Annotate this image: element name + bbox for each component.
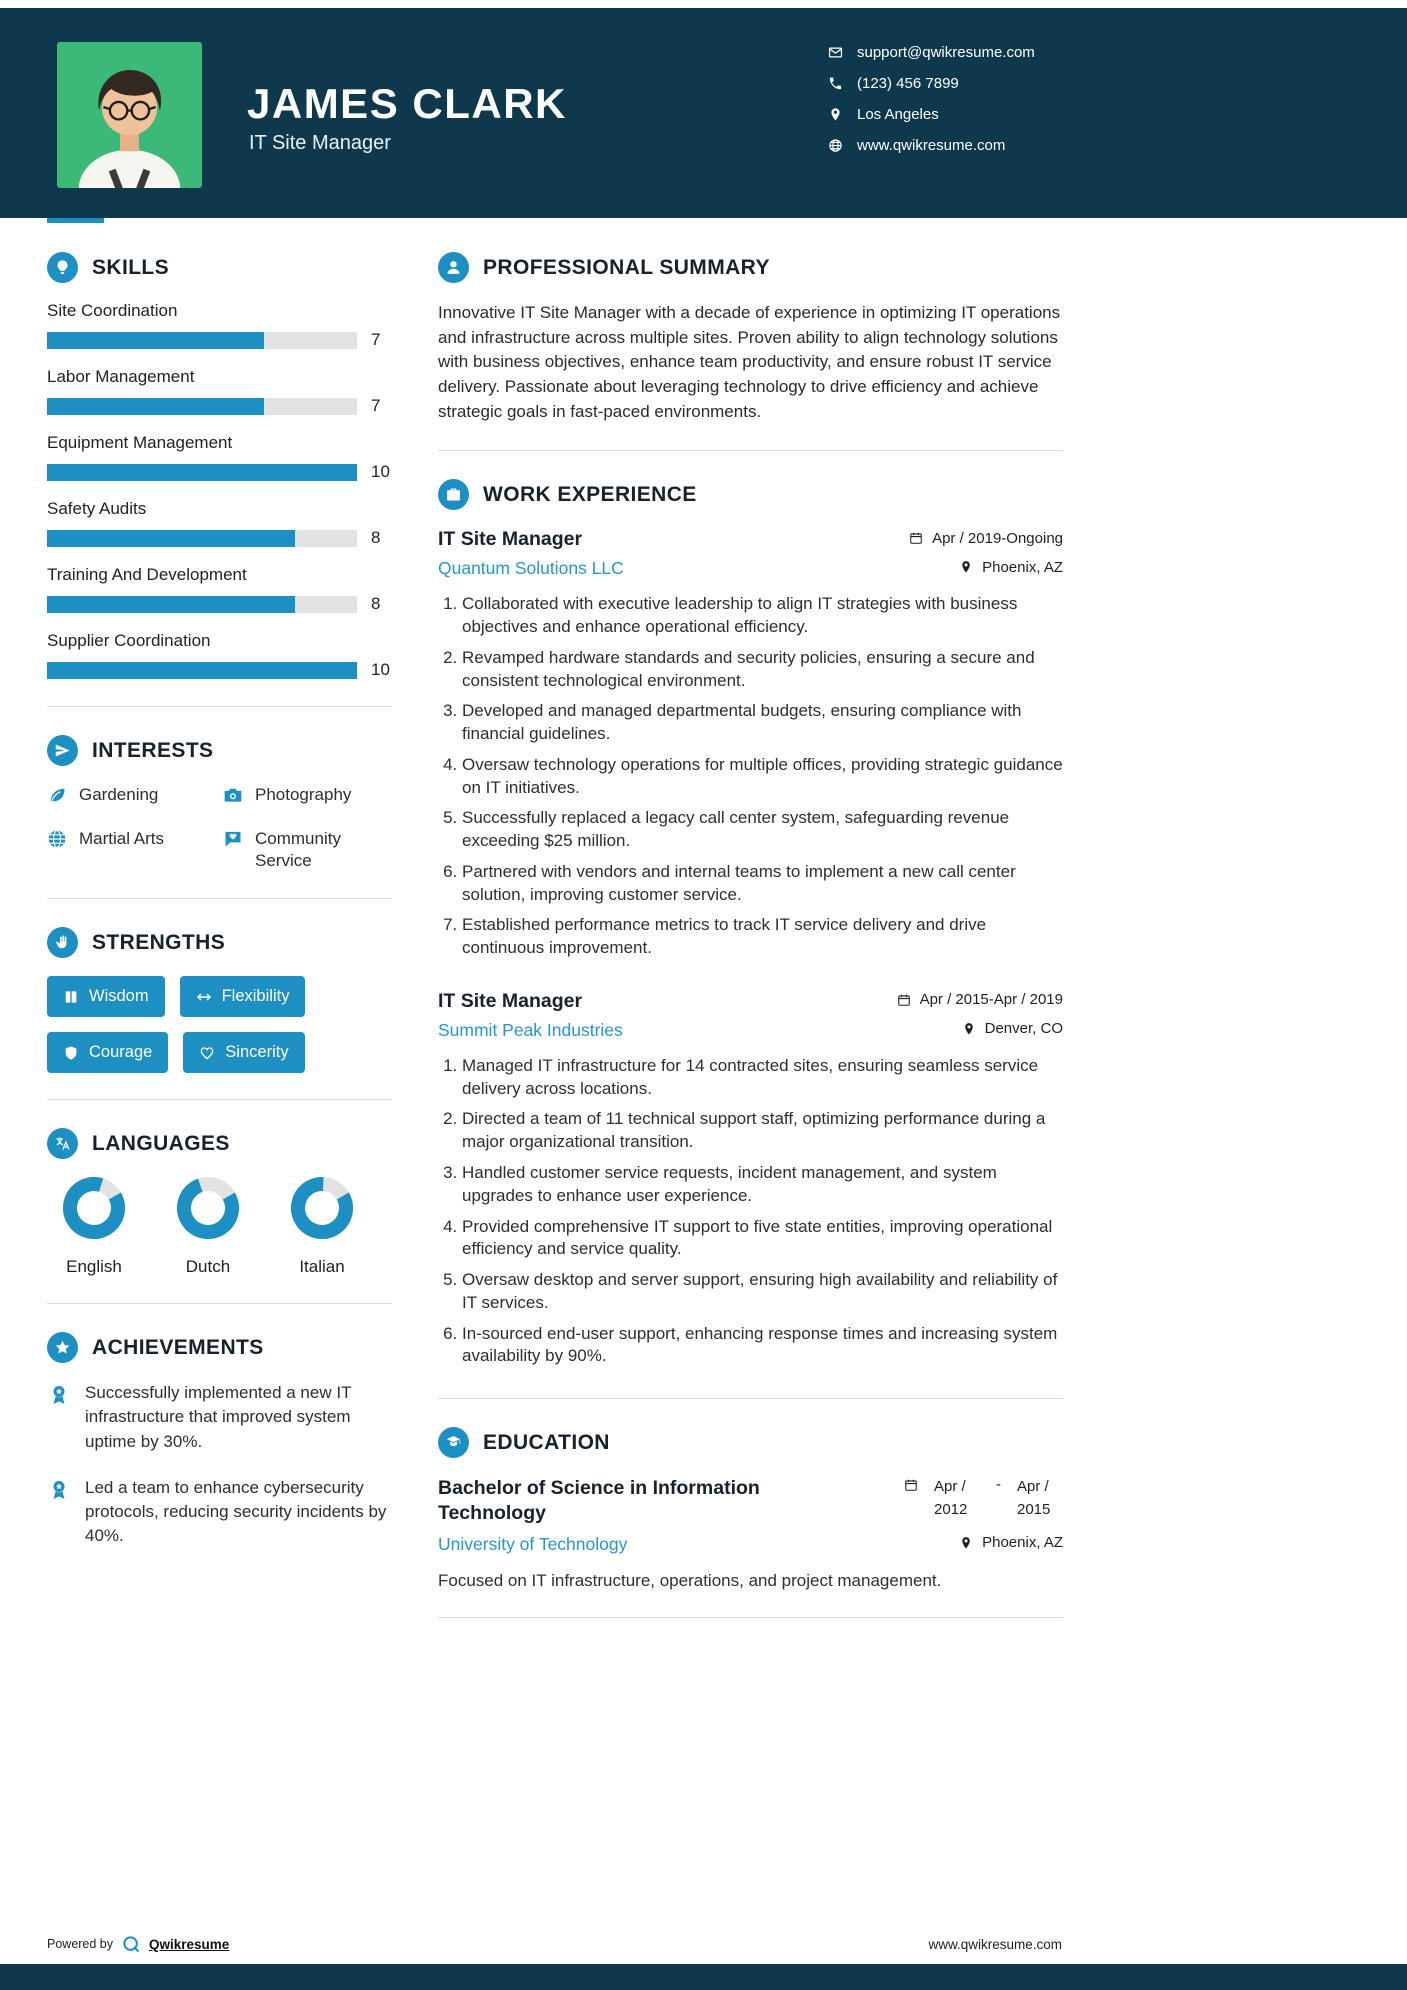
interest-label: Martial Arts: [79, 829, 165, 849]
job-bullet: 1. Collaborated with executive leadership to align IT strategies with business objectives and enhance operational efficiency.: [462, 593, 1063, 639]
left-column: [47, 252, 392, 1570]
skill-value: 8: [371, 594, 381, 613]
divider: [47, 1099, 392, 1100]
achievements-section-header: [47, 1332, 392, 1363]
skill-bar: [47, 662, 357, 679]
job-bullet: 7. Established performance metrics to track IT service delivery and drive continuous improvement.: [462, 914, 1063, 960]
education-date-separator: -: [996, 1476, 1001, 1494]
divider: [438, 1398, 1063, 1399]
strength-label: Courage: [89, 1043, 153, 1062]
job-date-text: Apr / 2019-Ongoing: [932, 529, 1063, 547]
skill-value: 8: [371, 528, 381, 547]
achievement-item: [47, 1476, 392, 1548]
star-icon: [47, 1332, 78, 1363]
contact-website[interactable]: [828, 137, 1068, 154]
contact-location-text: Los Angeles: [857, 106, 939, 123]
skill-value: 10: [371, 462, 390, 481]
language-donut: [177, 1177, 239, 1239]
skills-section-header: [47, 252, 392, 283]
skill-bar-fill: [47, 332, 264, 349]
header-band: [0, 8, 1407, 218]
phone-icon: [828, 76, 843, 91]
education-entry: [438, 1476, 1063, 1527]
strengths-grid: [47, 976, 337, 1073]
education-date-end: Apr / 2015: [1017, 1478, 1051, 1518]
skill-bar: [47, 464, 357, 481]
divider: [47, 898, 392, 899]
skill-label: Labor Management: [47, 367, 195, 386]
contact-phone[interactable]: [828, 75, 1068, 92]
medal-icon: [47, 1383, 71, 1407]
lightbulb-icon: [47, 252, 78, 283]
skill-item: [47, 631, 392, 680]
header-accent-bar: [47, 218, 104, 223]
calendar-icon: [904, 1478, 918, 1492]
leaf-icon: [47, 785, 67, 805]
community-icon: [223, 829, 243, 849]
job-bullet: 6. Partnered with vendors and internal teams to implement a new call center solution, improving customer service.: [462, 861, 1063, 907]
language-label: English: [66, 1257, 122, 1277]
pin-icon: [959, 1536, 973, 1550]
skill-item: [47, 433, 392, 482]
school-name: University of Technology: [438, 1533, 628, 1554]
education-note: Focused on IT infrastructure, operations, and project management.: [438, 1570, 942, 1590]
skill-value: 7: [371, 396, 381, 415]
job-bullet: 2. Revamped hardware standards and security policies, ensuring a secure and consistent technological environment.: [462, 647, 1063, 693]
degree-name: Bachelor of Science in Information Technology: [438, 1477, 760, 1525]
shield-icon: [63, 1045, 79, 1061]
book-icon: [63, 989, 79, 1005]
location-icon: [828, 107, 843, 122]
interests-title: INTERESTS: [92, 738, 214, 762]
page-footer: [47, 1934, 1062, 1954]
skill-item: [47, 499, 392, 548]
skill-bar: [47, 530, 357, 547]
language-item: [177, 1177, 239, 1277]
right-column: [438, 252, 1063, 1646]
strength-chip: [47, 1032, 168, 1073]
skill-bar-fill: [47, 398, 264, 415]
skill-item: [47, 367, 392, 416]
candidate-role: IT Site Manager: [249, 132, 391, 154]
job-location: [962, 1020, 1063, 1037]
skill-bar-fill: [47, 530, 295, 547]
qwikresume-logo: [121, 1934, 141, 1954]
skill-bar: [47, 332, 357, 349]
skill-bar-fill: [47, 464, 357, 481]
language-label: Dutch: [185, 1257, 231, 1277]
contact-email-text: support@qwikresume.com: [857, 44, 1035, 61]
job-bullet: 5. Oversaw desktop and server support, ensuring high availability and reliability of IT services.: [462, 1269, 1063, 1315]
avatar-illustration: [57, 42, 202, 188]
education-location: [959, 1534, 1063, 1551]
contact-list: [828, 44, 1068, 168]
job-entry: [438, 528, 1063, 960]
skill-item: [47, 301, 392, 350]
skill-item: [47, 565, 392, 614]
contact-website-text: www.qwikresume.com: [857, 137, 1006, 154]
interest-label: Gardening: [79, 785, 159, 804]
pin-icon: [962, 1022, 976, 1036]
strengths-section-header: [47, 927, 392, 958]
job-location-text: Denver, CO: [984, 1020, 1063, 1038]
education-dates: [904, 1476, 1063, 1521]
interest-item: [47, 784, 209, 806]
skill-bar-fill: [47, 596, 295, 613]
skill-label: Equipment Management: [47, 433, 233, 452]
paper-plane-icon: [47, 735, 78, 766]
achievement-text: Successfully implemented a new IT infrastructure that improved system uptime by 30%.: [85, 1383, 352, 1451]
interests-section-header: [47, 735, 392, 766]
company-name: Summit Peak Industries: [438, 1019, 623, 1040]
job-bullet-list: [438, 1055, 1063, 1368]
bottom-band: [0, 1964, 1407, 1990]
strengths-title: STRENGTHS: [92, 930, 226, 954]
skill-bar: [47, 398, 357, 415]
globe-icon: [828, 138, 843, 153]
skill-value: 10: [371, 660, 390, 679]
skill-label: Training And Development: [47, 565, 247, 584]
job-date: [897, 991, 1063, 1008]
job-bullet: 3. Developed and managed departmental budgets, ensuring compliance with financial guidelines.: [462, 700, 1063, 746]
job-entry: [438, 990, 1063, 1368]
job-title: IT Site Manager: [438, 989, 583, 1012]
strength-label: Flexibility: [221, 987, 290, 1006]
language-item: [291, 1177, 353, 1277]
graduate-icon: [438, 1427, 469, 1458]
education-date-start: Apr / 2012: [934, 1478, 968, 1518]
skill-label: Site Coordination: [47, 301, 178, 320]
interests-grid: [47, 784, 392, 872]
education-section-header: [438, 1427, 1063, 1458]
profile-photo: [57, 42, 202, 188]
achievement-text: Led a team to enhance cybersecurity protocols, reducing security incidents by 40%.: [85, 1477, 387, 1545]
company-name: Quantum Solutions LLC: [438, 558, 624, 579]
briefcase-icon: [438, 479, 469, 510]
person-icon: [438, 252, 469, 283]
job-date-text: Apr / 2015-Apr / 2019: [919, 991, 1063, 1009]
job-bullet-list: [438, 593, 1063, 960]
skill-label: Supplier Coordination: [47, 631, 211, 650]
pin-icon: [959, 560, 973, 574]
interest-label: Community Service: [255, 829, 341, 871]
job-bullet: 4. Oversaw technology operations for multiple offices, providing strategic guidance on IT initiatives.: [462, 754, 1063, 800]
globe-small-icon: [47, 829, 67, 849]
strength-chip: [183, 1032, 304, 1073]
skill-label: Safety Audits: [47, 499, 147, 518]
interest-label: Photography: [255, 785, 352, 804]
summary-section-header: [438, 252, 1063, 283]
strength-chip: [180, 976, 306, 1017]
heart-icon: [199, 1045, 215, 1061]
language-label: Italian: [299, 1257, 345, 1277]
contact-location[interactable]: [828, 106, 1068, 123]
powered-by-text: Powered by: [47, 1937, 114, 1951]
interest-item: [47, 828, 209, 872]
experience-section-header: [438, 479, 1063, 510]
candidate-name: JAMES CLARK: [247, 80, 567, 127]
divider: [47, 1303, 392, 1304]
calendar-icon: [909, 531, 923, 545]
achievements-title: ACHIEVEMENTS: [92, 1335, 264, 1359]
job-location: [959, 559, 1063, 576]
skill-bar-fill: [47, 662, 357, 679]
job-location-text: Phoenix, AZ: [982, 558, 1063, 576]
interest-item: [223, 784, 392, 806]
language-donut: [63, 1177, 125, 1239]
job-bullet: 1. Managed IT infrastructure for 14 contracted sites, ensuring seamless service delivery across locations.: [462, 1055, 1063, 1101]
skill-value: 7: [371, 330, 381, 349]
language-item: [63, 1177, 125, 1277]
job-date: [909, 530, 1063, 547]
job-bullet: 4. Provided comprehensive IT support to five state entities, improving operational efficiency and service quality.: [462, 1216, 1063, 1262]
skills-title: SKILLS: [92, 255, 170, 279]
languages-section-header: [47, 1128, 392, 1159]
hand-icon: [47, 927, 78, 958]
footer-site-url[interactable]: www.qwikresume.com: [928, 1936, 1062, 1952]
divider: [438, 450, 1063, 451]
experience-title: WORK EXPERIENCE: [483, 482, 697, 506]
translate-icon: [47, 1128, 78, 1159]
calendar-icon: [897, 993, 911, 1007]
divider: [438, 1617, 1063, 1618]
summary-title: PROFESSIONAL SUMMARY: [483, 255, 770, 279]
medal-icon: [47, 1478, 71, 1502]
skill-bar: [47, 596, 357, 613]
qwikresume-link[interactable]: Qwikresume: [149, 1936, 230, 1952]
powered-by: [47, 1934, 229, 1954]
education-title: EDUCATION: [483, 1430, 610, 1454]
divider: [47, 706, 392, 707]
summary-text: Innovative IT Site Manager with a decade of experience in optimizing IT operations and infrastructure across multiple sites. Proven ability to align technology solutions with business objectives, enhance team productivity, and ensure robust IT service delivery. Passionate about leveraging technology to drive efficiency and achieve strategic goals in fast-paced environments.: [438, 303, 1061, 421]
strength-chip: [47, 976, 165, 1017]
contact-phone-text: (123) 456 7899: [857, 75, 959, 92]
job-bullet: 5. Successfully replaced a legacy call center system, safeguarding revenue exceeding $25 million.: [462, 807, 1063, 853]
education-location-text: Phoenix, AZ: [982, 1534, 1063, 1552]
interest-item: [223, 828, 392, 872]
languages-row: [47, 1177, 392, 1277]
camera-icon: [223, 785, 243, 805]
strength-label: Sincerity: [225, 1043, 289, 1062]
job-bullet: 6. In-sourced end-user support, enhancing response times and increasing system availability by 90%.: [462, 1323, 1063, 1369]
strength-label: Wisdom: [89, 987, 149, 1006]
job-title: IT Site Manager: [438, 528, 583, 551]
email-icon: [828, 45, 843, 60]
contact-email[interactable]: [828, 44, 1068, 61]
languages-title: LANGUAGES: [92, 1131, 230, 1155]
arrows-icon: [196, 989, 212, 1005]
language-donut: [291, 1177, 353, 1239]
achievement-item: [47, 1381, 392, 1453]
job-bullet: 3. Handled customer service requests, incident management, and system upgrades to enhance user experience.: [462, 1162, 1063, 1208]
job-bullet: 2. Directed a team of 11 technical support staff, optimizing performance during a major organizational transition.: [462, 1108, 1063, 1154]
